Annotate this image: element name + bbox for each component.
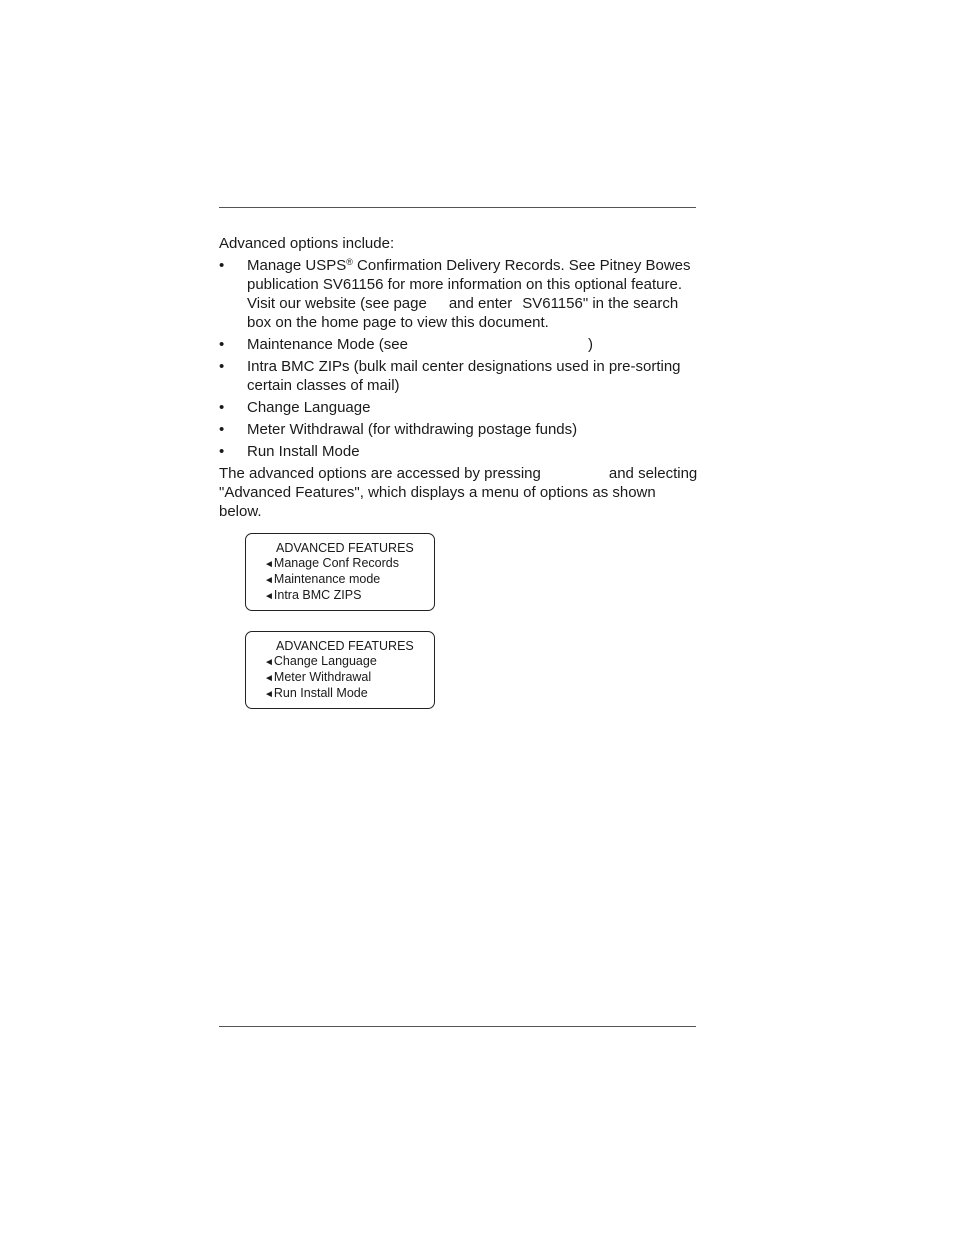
lcd-option-maintenance: ◄Maintenance mode (264, 572, 381, 586)
list-item (219, 398, 699, 417)
lcd-option-meter-withdrawal: ◄Meter Withdrawal (264, 670, 372, 684)
lcd-option-run-install: ◄Run Install Mode (264, 686, 368, 700)
lcd-option-intra-bmc: ◄Intra BMC ZIPS (264, 588, 362, 602)
bullet-icon: • (219, 421, 225, 438)
outro-text-b: and selecting "Advanced Features", which displays a menu of options as shown below. (219, 465, 698, 520)
lcd-option-change-language: ◄Change Language (264, 654, 377, 668)
maintenance-text-a: Maintenance Mode (see (247, 336, 408, 353)
page-content (219, 234, 699, 521)
list-item (219, 256, 699, 332)
left-arrow-icon: ◄ (264, 575, 274, 586)
language-text: Change Language (247, 399, 371, 416)
bullet-icon: • (219, 443, 225, 460)
header-rule (219, 207, 696, 208)
left-arrow-icon: ◄ (264, 559, 274, 570)
bullet-icon: • (219, 358, 225, 375)
left-arrow-icon: ◄ (264, 673, 274, 684)
footer-rule (219, 1026, 696, 1027)
registered-mark: ® (346, 257, 353, 267)
lcd-title: ADVANCED FEATURES (276, 541, 414, 555)
lcd-option-manage-conf: ◄Manage Conf Records (264, 556, 399, 570)
install-text: Run Install Mode (247, 443, 360, 460)
usps-text-c: and enter (448, 295, 513, 312)
left-arrow-icon: ◄ (264, 591, 274, 602)
lcd-title: ADVANCED FEATURES (276, 639, 414, 653)
list-item (219, 442, 699, 461)
advanced-options-list (219, 256, 699, 461)
maintenance-text-b: ) (587, 336, 593, 353)
bullet-icon: • (219, 336, 225, 353)
lcd-screen-advanced-features-1 (245, 533, 435, 611)
lcd-screen-advanced-features-2 (245, 631, 435, 709)
intra-text: Intra BMC ZIPs (bulk mail center designations used in pre-sorting certain classes of mail) (247, 358, 681, 394)
list-item (219, 357, 699, 395)
list-item (219, 335, 699, 354)
left-arrow-icon: ◄ (264, 657, 274, 668)
outro-text (219, 464, 699, 521)
usps-text-b: Confirmation Delivery Records. See Pitney Bowes publication SV61156 for more information on this optional feature. Visit our website (see page (247, 257, 691, 312)
outro-text-a: The advanced options are accessed by pressing (219, 465, 541, 482)
left-arrow-icon: ◄ (264, 689, 274, 700)
usps-text-a: Manage USPS (247, 257, 347, 274)
bullet-icon: • (219, 399, 225, 416)
intro-text: Advanced options include: (219, 235, 395, 252)
bullet-icon: • (219, 257, 225, 274)
withdrawal-text: Meter Withdrawal (for withdrawing postage funds) (247, 421, 578, 438)
list-item (219, 420, 699, 439)
usps-text-d: SV61156" in the search box on the home page to view this document. (247, 295, 679, 331)
